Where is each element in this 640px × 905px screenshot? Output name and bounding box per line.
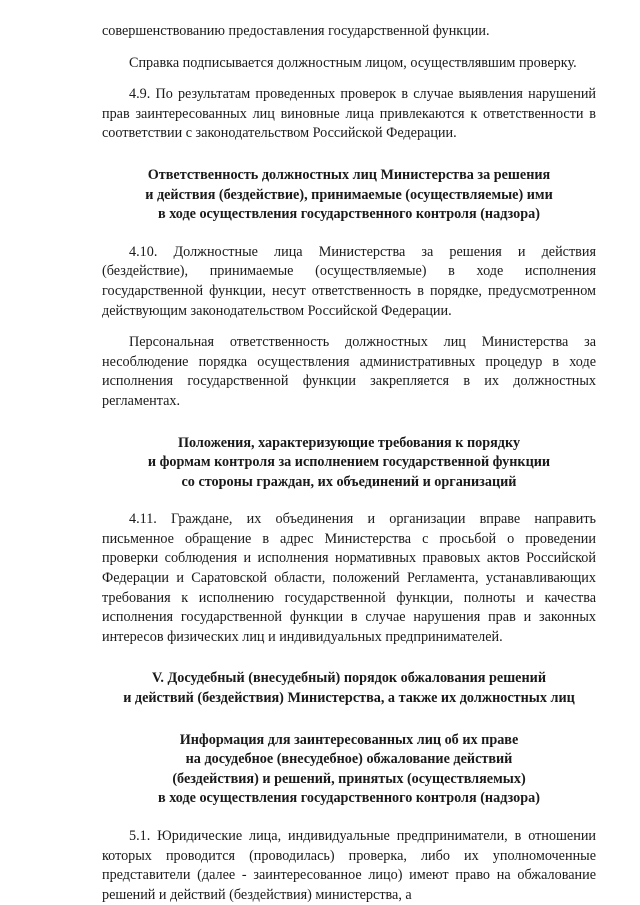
section-heading-v-appeal <box>102 669 596 708</box>
paragraph-4-11: 4.11. Граждане, их объединения и организации вправе направить письменное обращение в адрес Министерства с просьбой о проведении проверки соблюдения и исполнения нормативных правовых актов Российской Федерации и Саратовской области, положений Регламента, устанавливающих требования к исполнению государственной функции, полноты и качества исполнения государственной функции в случае нарушения прав и законных интересов физических лиц и индивидуальных предпринимателей. <box>102 511 596 645</box>
paragraph-personal-responsibility: Персональная ответственность должностных лиц Министерства за несоблюдение порядка осуществления административных процедур в ходе исполнения государственной функции закрепляется в их должностных регламентах. <box>102 334 596 409</box>
paragraph-continuation: совершенствованию предоставления государственной функции. <box>102 23 490 39</box>
heading-line: в ходе осуществления государственного контроля (надзора) <box>158 790 540 807</box>
heading-line: и действий (бездействия) Министерства, а также их должностных лиц <box>123 690 575 707</box>
heading-line: и действия (бездействие), принимаемые (осуществляемые) ими <box>145 186 553 203</box>
heading-line: Положения, характеризующие требования к порядку <box>177 434 521 451</box>
section-heading-responsibility <box>102 166 596 225</box>
heading-line: со стороны граждан, их объединений и организаций <box>181 473 517 490</box>
paragraph-4-9: 4.9. По результатам проведенных проверок в случае выявления нарушений прав заинтересованных лиц виновные лица привлекаются к ответственности в соответствии с законодательством Российской Федерации. <box>102 86 596 142</box>
heading-line: (бездействия) и решений, принятых (осуществляемых) <box>172 770 526 787</box>
heading-line: в ходе осуществления государственного контроля (надзора) <box>158 206 540 223</box>
heading-line: и формам контроля за исполнением государственной функции <box>147 454 551 471</box>
paragraph-signature: Справка подписывается должностным лицом, осуществлявшим проверку. <box>129 54 577 71</box>
paragraph-4-10: 4.10. Должностные лица Министерства за решения и действия (бездействие), принимаемые (осуществляемые) в ходе исполнения государственной функции, несут ответственность в порядке, предусмотренном действующим законодательством Российской Федерации. <box>102 243 596 319</box>
paragraph-5-1: 5.1. Юридические лица, индивидуальные предприниматели, в отношении которых проводится (проводилась) проверка, либо их уполномоченные представители (далее - заинтересованное лицо) имеют право на обжалование решений и действий (бездействия) министерства, а <box>102 828 596 903</box>
heading-line: Информация для заинтересованных лиц об их праве <box>179 731 519 748</box>
heading-line: V. Досудебный (внесудебный) порядок обжалования решений <box>152 670 546 687</box>
heading-line: на досудебное (внесудебное) обжалование действий <box>185 751 513 768</box>
section-heading-appeal-information <box>102 731 596 809</box>
section-heading-control-requirements <box>102 434 596 493</box>
heading-line: Ответственность должностных лиц Министерства за решения <box>147 166 551 183</box>
